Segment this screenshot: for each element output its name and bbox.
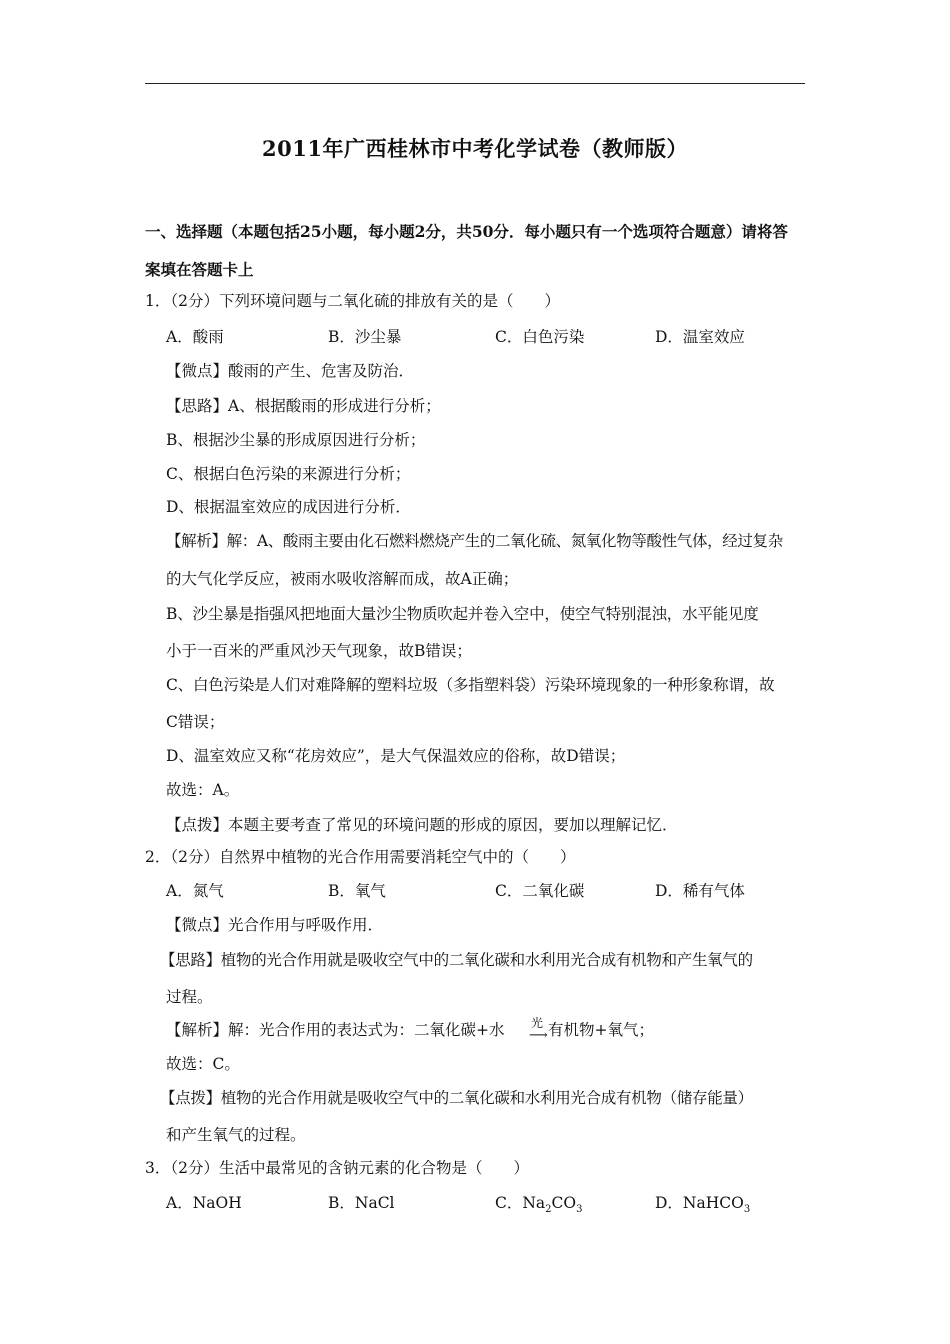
q3-option-c-mid: CO [551, 1194, 577, 1212]
q2-option-a: A．氮气 [166, 882, 224, 900]
section-heading-line1: 一、选择题（本题包括25小题，每小题2分，共50分．每小题只有一个选项符合题意）请将答 [145, 222, 788, 241]
q1-silu-d: D、根据温室效应的成因进行分析． [166, 498, 411, 516]
q2-option-d: D．稀有气体 [655, 882, 745, 900]
q3-option-d-sub: 3 [743, 1204, 751, 1216]
q1-weidian: 【微点】酸雨的产生、危害及防治． [166, 362, 415, 380]
q2-dianbo-line1: 【点拨】植物的光合作用就是吸收空气中的二氧化碳和水利用光合成有机物（储存能量） [160, 1089, 753, 1107]
q2-jiexi-suffix: 有机物+氧气； [548, 1021, 654, 1039]
q2-silu-line1: 【思路】植物的光合作用就是吸收空气中的二氧化碳和水利用光合成有机物和产生氧气的 [160, 951, 753, 969]
q1-silu-b: B、根据沙尘暴的形成原因进行分析； [166, 431, 426, 449]
q1-dianbo: 【点拨】本题主要考查了常见的环境问题的形成的原因，要加以理解记忆． [166, 816, 678, 834]
q1-jiexi-line2: 的大气化学反应，被雨水吸收溶解而成，故A正确； [166, 570, 519, 588]
q3-option-c [495, 1193, 583, 1220]
q1-jiexi-c-line2: C错误； [166, 713, 225, 731]
q2-option-b: B．氧气 [328, 882, 386, 900]
q2-answer: 故选：C。 [166, 1055, 240, 1073]
reaction-arrow-icon: ⟶ [529, 1028, 548, 1043]
q3-option-a: A．NaOH [166, 1194, 242, 1212]
q2-weidian: 【微点】光合作用与呼吸作用． [166, 916, 384, 934]
q1-answer: 故选：A。 [166, 781, 240, 799]
q1-option-a: A．酸雨 [166, 328, 224, 346]
q1-jiexi-line1: 【解析】解：A、酸雨主要由化石燃料燃烧产生的二氧化硫、氮氧化物等酸性气体，经过复杂 [166, 532, 783, 550]
q1-jiexi-b-line1: B、沙尘暴是指强风把地面大量沙尘物质吹起并卷入空中，使空气特别混浊，水平能见度 [166, 605, 759, 623]
section-heading-line2: 案填在答题卡上 [145, 260, 254, 279]
q1-option-c: C．白色污染 [495, 328, 585, 346]
q1-option-d: D．温室效应 [655, 328, 745, 346]
q3-option-d-prefix: D．NaHCO [655, 1194, 744, 1212]
q2-jiexi-prefix: 【解析】解：光合作用的表达式为：二氧化碳+水 [166, 1021, 505, 1039]
q3-option-b: B．NaCl [328, 1194, 395, 1212]
q3-option-c-prefix: C．Na [495, 1194, 546, 1212]
q1-silu: 【思路】A、根据酸雨的形成进行分析； [166, 397, 441, 415]
q3-option-c-sub2: 3 [576, 1204, 583, 1216]
q2-silu-line2: 过程。 [166, 988, 213, 1006]
q1-jiexi-d: D、温室效应又称“花房效应”，是大气保温效应的俗称，故D错误； [166, 747, 626, 765]
reaction-condition-light: 光 [531, 1016, 544, 1030]
q1-jiexi-c-line1: C、白色污染是人们对难降解的塑料垃圾（多指塑料袋）污染环境现象的一种形象称谓，故 [166, 676, 775, 694]
q2-option-c: C．二氧化碳 [495, 882, 585, 900]
q1-option-b: B．沙尘暴 [328, 328, 402, 346]
header-rule [145, 83, 805, 84]
q2-stem: 2．（2分）自然界中植物的光合作用需要消耗空气中的（ ） [145, 848, 576, 866]
q2-dianbo-line2: 和产生氧气的过程。 [166, 1126, 306, 1144]
q1-silu-c: C、根据白色污染的来源进行分析； [166, 465, 411, 483]
q3-option-d [655, 1193, 750, 1220]
q3-option-c-sub1: 2 [545, 1204, 552, 1216]
page-title: 2011年广西桂林市中考化学试卷（教师版） [262, 136, 688, 161]
q3-stem: 3．（2分）生活中最常见的含钠元素的化合物是（ ） [145, 1159, 529, 1177]
q1-jiexi-b-line2: 小于一百米的严重风沙天气现象，故B错误； [166, 642, 472, 660]
q1-stem: 1．（2分）下列环境问题与二氧化硫的排放有关的是（ ） [145, 292, 560, 310]
